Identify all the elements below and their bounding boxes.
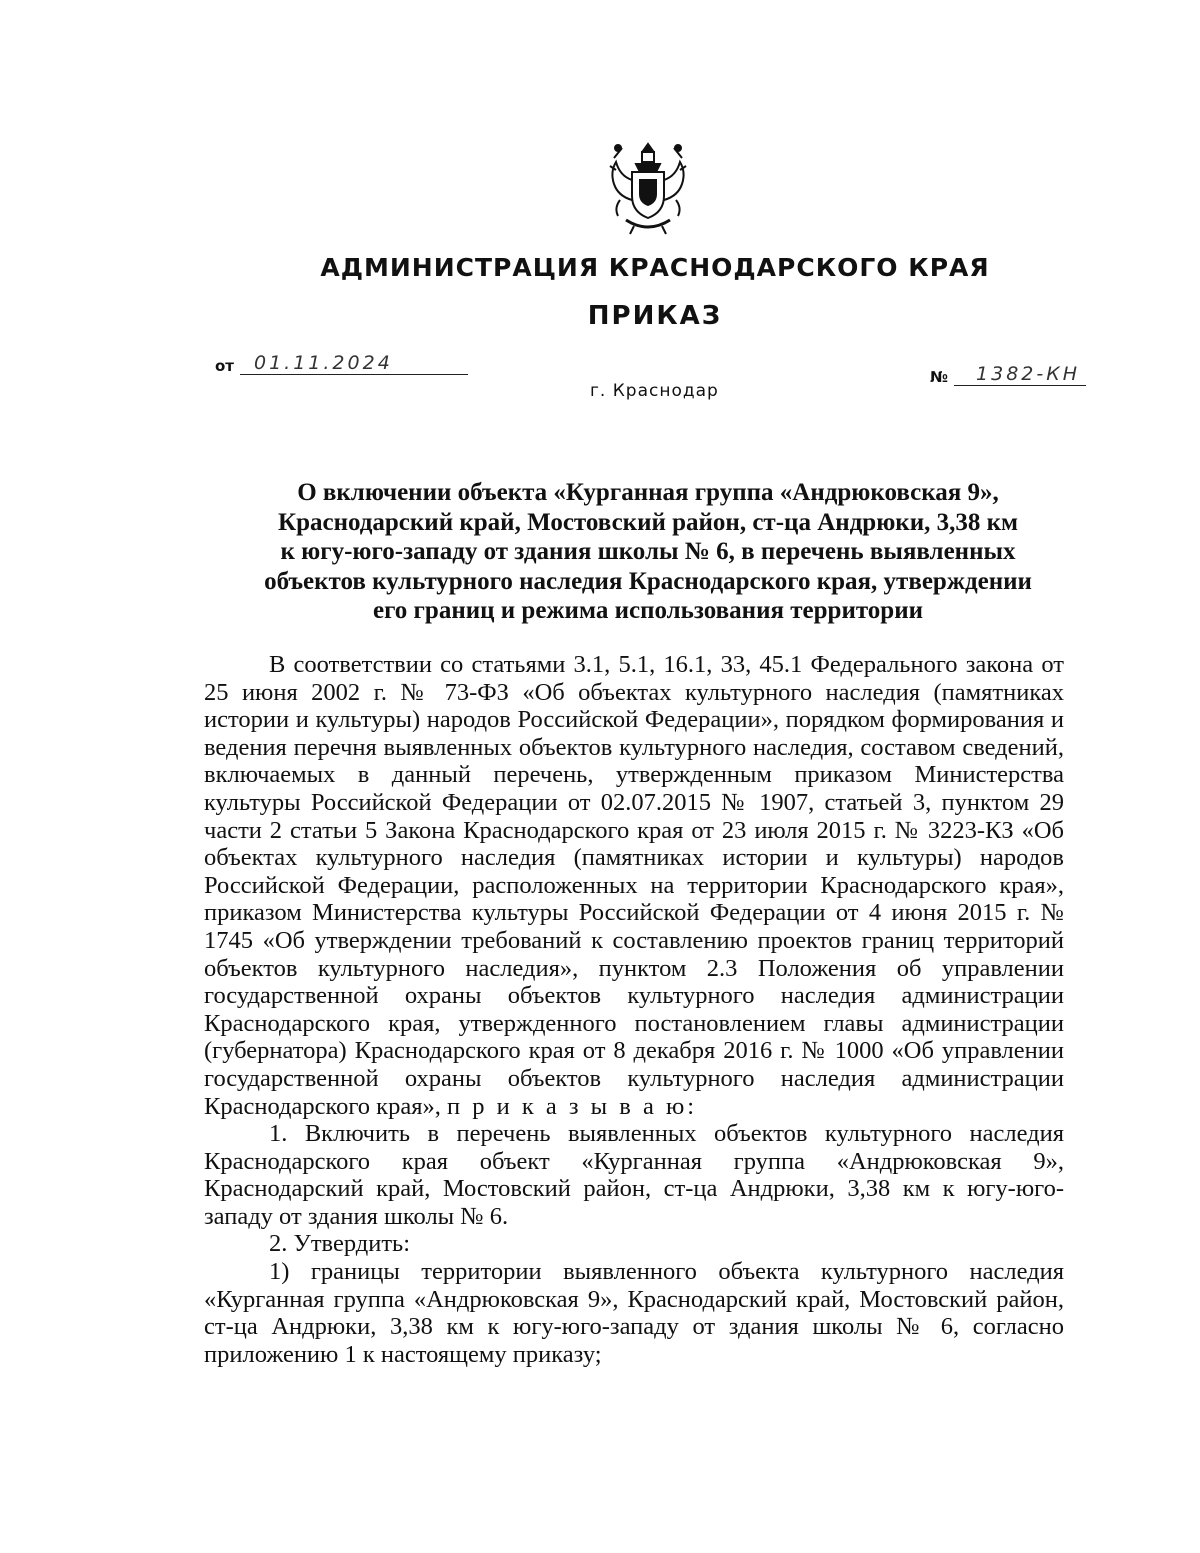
organization-name: АДМИНИСТРАЦИЯ КРАСНОДАРСКОГО КРАЯ [320, 253, 990, 282]
document-title [225, 478, 1071, 626]
preamble-text: В соответствии со статьями 3.1, 5.1, 16.1, 33, 45.1 Федерального закона от 25 июня 2002 г. № 73-ФЗ «Об объектах культурного наследия (памятниках истории и культуры) народов Российской Федерации», порядком формирования и ведения перечня выявленных объектов культурного наследия, составом сведений, включаемых в данный перечень, утвержденным приказом Министерства культуры Российской Федерации от 02.07.2015 № 1907, статьей 3, пунктом 29 части 2 статьи 5 Закона Краснодарского края от 23 июля 2015 г. № 3223-КЗ «Об объектах культурного наследия (памятниках истории и культуры) народов Российской Федерации, расположенных на территории Краснодарского края», приказом Министерства культуры Российской Федерации от 4 июня 2015 г. № 1745 «Об утверждении требований к составлению проектов границ территорий объектов культурного наследия», пунктом 2.3 Положения об управлении государственной охраны объектов культурного наследия администрации Краснодарского края, утвержденного постановлением главы администрации (губернатора) Краснодарского края от 8 декабря 2016 г. № 1000 «Об управлении государственной охраны объектов культурного наследия администрации Краснодарского края», [204, 651, 1064, 1120]
title-line: к югу-юго-западу от здания школы № 6, в перечень выявленных [280, 538, 1016, 565]
date-underline [240, 352, 468, 375]
order-word: п р и к а з ы в а ю: [446, 1092, 698, 1120]
coat-of-arms-emblem [606, 140, 690, 238]
item-2-1: 1) границы территории выявленного объекта культурного наследия «Курганная группа «Андрюковская 9», Краснодарский край, Мостовский район, ст-ца Андрюки, 3,38 км к югу-юго-западу от здания школы № 6, согласно приложению 1 к настоящему приказу; [204, 1258, 1064, 1368]
title-line: Краснодарский край, Мостовский район, ст-ца Андрюки, 3,38 км [277, 508, 1019, 536]
item-1: 1. Включить в перечень выявленных объектов культурного наследия Краснодарского края объект «Курганная группа «Андрюковская 9», Краснодарский край, Мостовский район, ст-ца Андрюки, 3,38 км к югу-юго-западу от здания школы № 6. [204, 1120, 1064, 1230]
handwritten-number: 1382-КН [976, 363, 1081, 385]
city-name: г. Краснодар [590, 381, 719, 401]
preamble-paragraph [204, 651, 1064, 1120]
date-prefix: от [215, 357, 234, 375]
title-line: О включении объекта «Курганная группа «Андрюковская 9», [297, 479, 999, 506]
date-field [215, 352, 468, 375]
title-line: объектов культурного наследия Краснодарского края, утверждении [264, 567, 1032, 595]
handwritten-date: 01.11.2024 [254, 352, 393, 374]
document-body [204, 651, 1064, 1368]
title-line: его границ и режима использования территории [372, 597, 924, 624]
number-field [930, 363, 1086, 386]
number-prefix: № [930, 368, 949, 386]
document-type: ПРИКАЗ [587, 301, 723, 331]
item-2: 2. Утвердить: [269, 1230, 411, 1258]
number-underline [954, 363, 1086, 386]
